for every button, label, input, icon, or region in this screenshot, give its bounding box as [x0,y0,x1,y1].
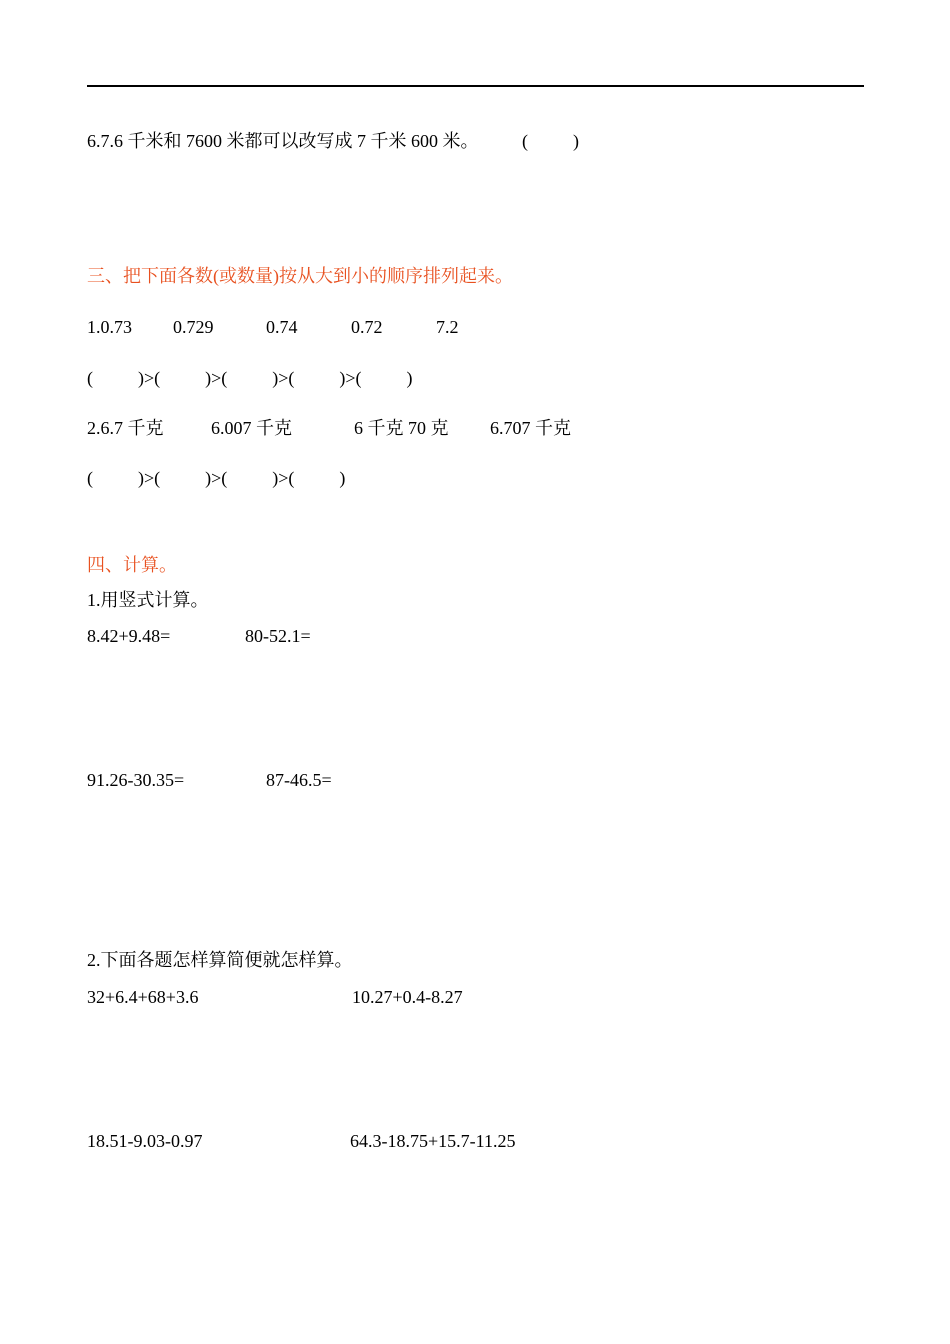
s3-item1-value: 0.72 [351,317,383,337]
problem: 32+6.4+68+3.6 [87,987,199,1007]
s3-item2-value: 6 千克 70 克 [354,418,449,438]
s3-item1-value: 0.74 [266,317,298,337]
q6-answer-paren: ( ) [522,131,579,151]
problem: 10.27+0.4-8.27 [352,987,463,1007]
section3-heading: 三、把下面各数(或数量)按从大到小的顺序排列起来。 [87,266,513,286]
s3-item1-label: 1.0.73 [87,317,132,337]
s3-item2-answer: ( )>( )>( )>( ) [87,468,346,488]
s3-item1-answer: ( )>( )>( )>( )>( ) [87,368,413,388]
q6-statement: 6.7.6 千米和 7600 米都可以改写成 7 千米 600 米。 [87,131,479,151]
s3-item2-label: 2.6.7 千克 [87,418,164,438]
problem: 80-52.1= [245,626,311,646]
top-rule [87,85,864,87]
problem: 18.51-9.03-0.97 [87,1131,203,1151]
s3-item1-value: 7.2 [436,317,459,337]
problem: 8.42+9.48= [87,626,171,646]
problem: 64.3-18.75+15.7-11.25 [350,1131,516,1151]
s3-item2-value: 6.007 千克 [211,418,292,438]
problem: 91.26-30.35= [87,770,185,790]
section4-heading: 四、计算。 [87,555,177,575]
s4-part1-title: 1.用竖式计算。 [87,590,209,610]
s3-item1-value: 0.729 [173,317,214,337]
s3-item2-value: 6.707 千克 [490,418,571,438]
s4-part2-title: 2.下面各题怎样算简便就怎样算。 [87,950,353,970]
problem: 87-46.5= [266,770,332,790]
